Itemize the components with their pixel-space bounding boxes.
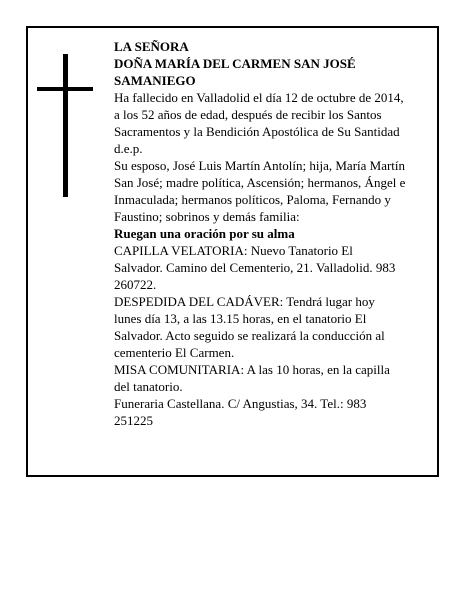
cross-vertical-bar xyxy=(63,54,68,197)
farewell-line-3: Salvador. Acto seguido se realizará la conducción al xyxy=(114,328,385,343)
funeral-home-line-2: 251225 xyxy=(114,413,153,428)
cross-horizontal-bar xyxy=(37,87,93,91)
chapel-line-2: Salvador. Camino del Cementerio, 21. Valladolid. 983 xyxy=(114,260,396,275)
prayer-request: Ruegan una oración por su alma xyxy=(114,226,295,241)
death-text-line: Sacramentos y la Bendición Apostólica de Su Santidad xyxy=(114,124,400,139)
mass-line-2: del tanatorio. xyxy=(114,379,183,394)
chapel-text: Nuevo Tanatorio El xyxy=(247,243,353,258)
mass-label: MISA COMUNITARIA: xyxy=(114,362,245,377)
farewell-line-1 xyxy=(114,293,430,310)
farewell-text: Tendrá lugar hoy xyxy=(283,294,375,309)
farewell-line-4: cementerio El Carmen. xyxy=(114,345,235,360)
family-text-line: San José; madre política, Ascensión; hermanos, Ángel e xyxy=(114,175,406,190)
mass-text: A las 10 horas, en la capilla xyxy=(244,362,390,377)
family-text-line: Faustino; sobrinos y demás familia: xyxy=(114,209,300,224)
funeral-home-line-1: Funeraria Castellana. C/ Angustias, 34. Tel.: 983 xyxy=(114,396,367,411)
farewell-line-2: lunes día 13, a las 13.15 horas, en el tanatorio El xyxy=(114,311,367,326)
family-text-line: Inmaculada; hermanos políticos, Paloma, Fernando y xyxy=(114,192,391,207)
farewell-label: DESPEDIDA DEL CADÁVER: xyxy=(114,294,284,309)
death-text-line: d.e.p. xyxy=(114,141,143,156)
chapel-label: CAPILLA VELATORIA: xyxy=(114,243,248,258)
deceased-name-line-1: DOÑA MARÍA DEL CARMEN SAN JOSÉ xyxy=(114,56,356,71)
family-text-line: Su esposo, José Luis Martín Antolín; hija, María Martín xyxy=(114,158,406,173)
mass-line-1 xyxy=(114,361,430,378)
chapel-line-3: 260722. xyxy=(114,277,157,292)
death-text-line: a los 52 años de edad, después de recibir los Santos xyxy=(114,107,382,122)
obituary-text xyxy=(114,38,430,429)
notice-title: LA SEÑORA xyxy=(114,39,189,54)
death-text-line: Ha fallecido en Valladolid el día 12 de octubre de 2014, xyxy=(114,90,404,105)
chapel-line-1 xyxy=(114,242,430,259)
deceased-name-line-2: SAMANIEGO xyxy=(114,73,196,88)
